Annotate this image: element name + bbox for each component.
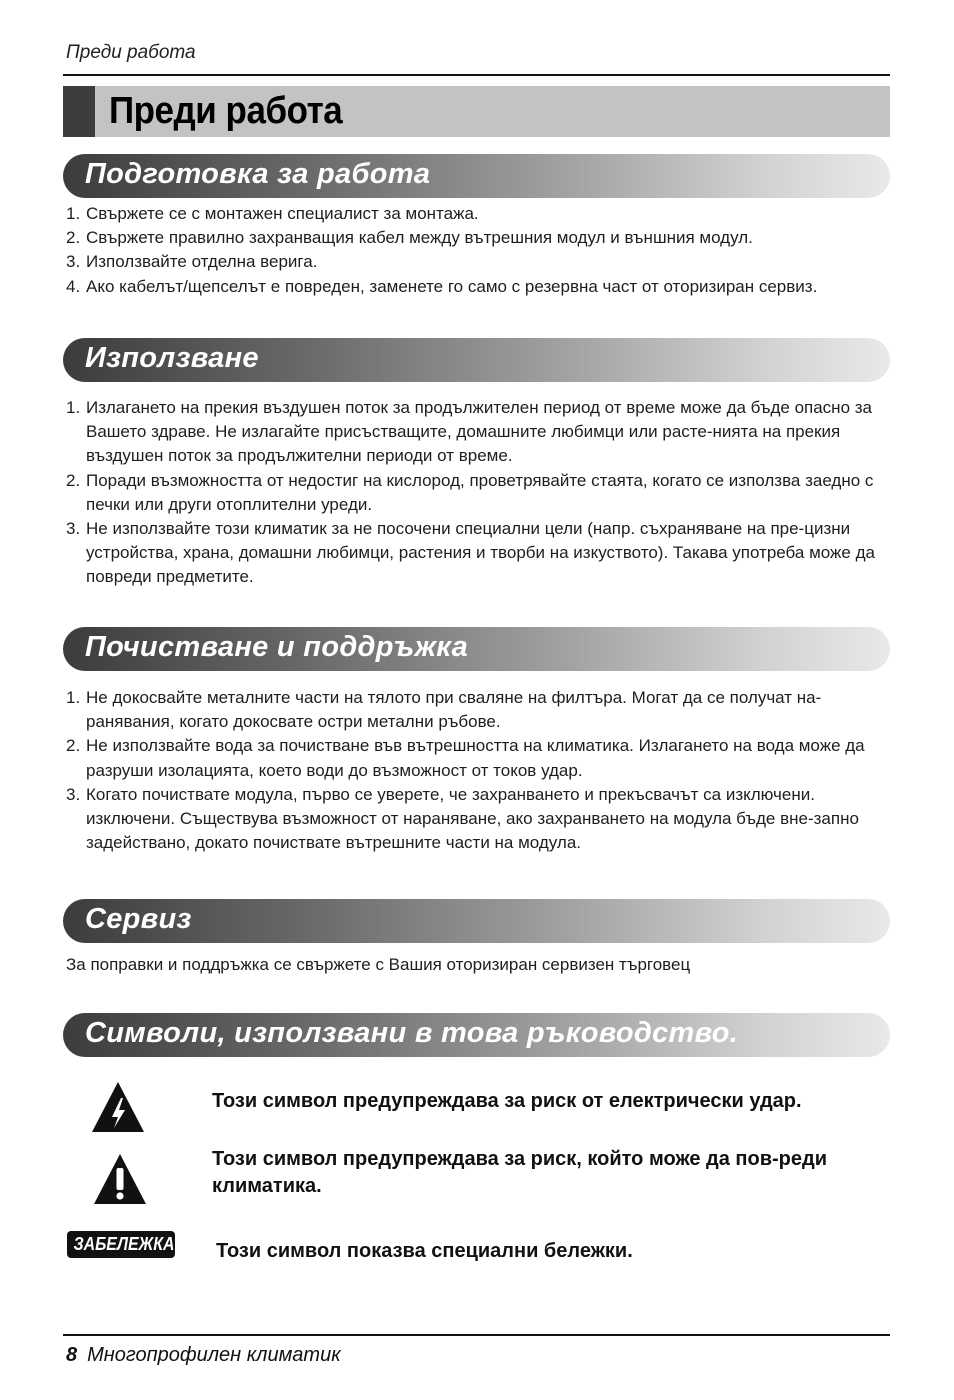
list-item: 1. Не докосвайте металните части на тялото при сваляне на филтъра. Могат да се получат на-ранявания, когато докосвате остри метални ръбове. (66, 688, 822, 732)
running-header: Преди работа (66, 42, 196, 63)
list-item: 3. Използвайте отделна верига. (66, 252, 318, 272)
list-item: 2. Поради възможността от недостиг на кислород, проветрявайте стаята, когато се използва заедно с печки или други отоплителни уреди. (66, 470, 874, 514)
section-heading-text: Почистване и поддръжка (85, 631, 469, 663)
service-text: За поправки и поддръжка се свържете с Вашия оторизиран сервизен търговец (66, 955, 691, 974)
footer-title: Многопрофилен климатик (87, 1344, 341, 1366)
list-item: 1. Излагането на прекия въздушен поток за продължителен период от време може да бъде опасно за Вашето здраве. Не излагайте присъстващите, домашните любимци или расте-нията на прекия въздушен поток за продължителни периоди от време. (66, 398, 873, 466)
footer-rule (63, 1334, 890, 1336)
section-usage-heading (63, 338, 890, 382)
page-number: 8 (66, 1344, 78, 1366)
list-item: 4. Ако кабелът/щепселът е повреден, заменете го само с резервна част от оторизиран сервиз. (66, 276, 818, 296)
page-title: Преди работа (109, 90, 343, 132)
caution-exclamation-icon (92, 1152, 148, 1206)
page-footer (66, 1344, 341, 1367)
symbol-shock-text: Този символ предупреждава за риск от електрически удар. (212, 1090, 802, 1112)
note-badge-label: ЗАБЕЛЕЖКА (73, 1234, 175, 1254)
electric-shock-warning-icon (90, 1080, 146, 1134)
list-item: 3. Когато почиствате модула, първо се уверете, че захранването и прекъсвачът са изключени. изключени. Съществува възможност от нараняване, ако захранването на модула бъде вне-запно задействано, докато почиствате вътрешните части на модула. (66, 784, 859, 853)
symbol-caution-text: Този символ предупреждава за риск, който може да пов-реди климатика. (212, 1148, 827, 1197)
section-heading-text: Символи, използвани в това ръководство. (85, 1017, 739, 1049)
section-preparation-heading (63, 154, 890, 198)
preparation-list (66, 202, 892, 299)
section-heading-text: Подготовка за работа (85, 158, 431, 190)
section-heading-text: Използване (85, 342, 259, 374)
list-item: 2. Не използвайте вода за почистване във вътрешността на климатика. Излагането на вода може да разруши изолацията, което води до възможност от токов удар. (66, 736, 865, 780)
title-accent-block (63, 86, 95, 137)
cleaning-list (66, 686, 892, 855)
section-heading-text: Сервиз (85, 903, 192, 935)
section-symbols-heading (63, 1013, 890, 1057)
list-item: 1. Свържете се с монтажен специалист за монтажа. (66, 204, 479, 223)
header-rule (63, 74, 890, 76)
usage-list (66, 396, 892, 590)
section-cleaning-heading (63, 627, 890, 671)
page-title-bar (63, 86, 890, 137)
section-service-heading (63, 899, 890, 943)
list-item: 3. Не използвайте този климатик за не посочени специални цели (напр. съхраняване на пре-цизни устройства, храна, домашни любимци, растения и творби на изкуството). Такава употреба може да повреди предметите. (66, 519, 875, 587)
list-item: 2. Свържете правилно захранващия кабел между вътрешния модул и външния модул. (66, 228, 753, 248)
symbol-note-text: Този символ показва специални бележки. (216, 1240, 633, 1262)
note-badge (67, 1231, 175, 1258)
